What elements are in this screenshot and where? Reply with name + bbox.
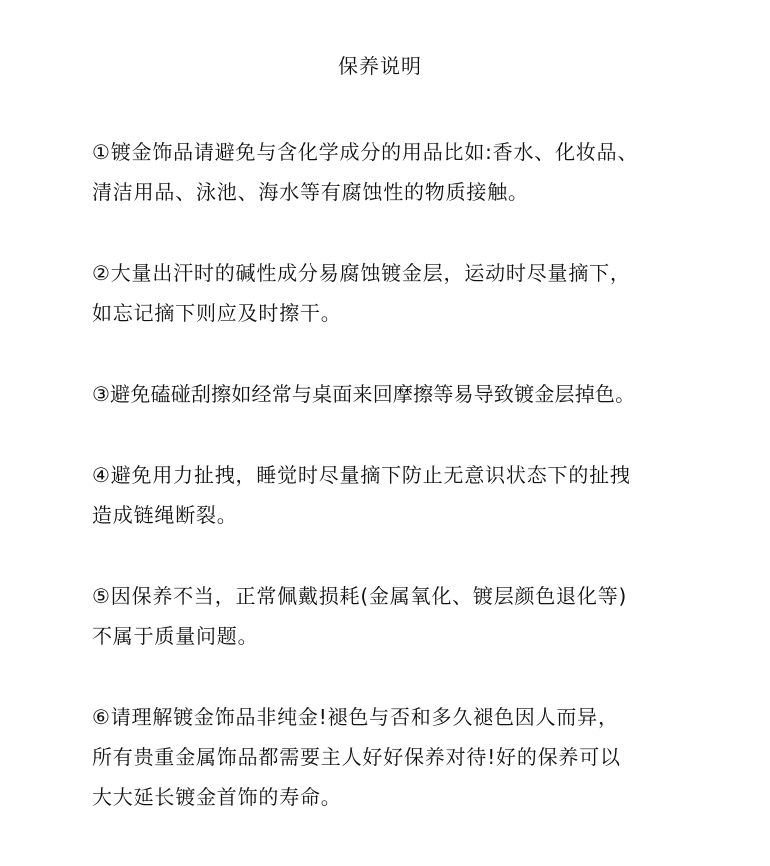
instruction-1 bbox=[92, 132, 752, 212]
instruction-1-line-1: ①镀金饰品请避免与含化学成分的用品比如:香水、化妆品、 bbox=[92, 140, 639, 164]
instruction-4-line-2: 造成链绳断裂。 bbox=[92, 503, 238, 527]
instruction-3 bbox=[92, 374, 752, 414]
instruction-6 bbox=[92, 697, 752, 817]
page-title: 保养说明 bbox=[338, 54, 422, 78]
instruction-list bbox=[92, 132, 752, 817]
instruction-2-line-1: ②大量出汗时的碱性成分易腐蚀镀金层，运动时尽量摘下， bbox=[92, 261, 631, 285]
instruction-6-line-3: 大大延长镀金首饰的寿命。 bbox=[92, 785, 342, 809]
instruction-3-line-1: ③避免磕碰刮擦如经常与桌面来回摩擦等易导致镀金层掉色。 bbox=[92, 382, 636, 406]
instruction-4-line-1: ④避免用力扯拽，睡觉时尽量摘下防止无意识状态下的扯拽 bbox=[92, 463, 631, 487]
instruction-1-line-2: 清洁用品、泳池、海水等有腐蚀性的物质接触。 bbox=[92, 180, 529, 204]
instruction-5 bbox=[92, 576, 752, 656]
instruction-6-line-1: ⑥请理解镀金饰品非纯金!褪色与否和多久褪色因人而异， bbox=[92, 705, 619, 729]
instruction-2 bbox=[92, 253, 752, 333]
instruction-2-line-2: 如忘记摘下则应及时擦干。 bbox=[92, 301, 342, 325]
instruction-6-line-2: 所有贵重金属饰品都需要主人好好保养对待!好的保养可以 bbox=[92, 745, 621, 769]
instruction-5-line-1: ⑤因保养不当，正常佩戴损耗(金属氧化、镀层颜色退化等) bbox=[92, 584, 628, 608]
instruction-4 bbox=[92, 455, 752, 535]
instruction-5-line-2: 不属于质量问题。 bbox=[92, 624, 259, 648]
